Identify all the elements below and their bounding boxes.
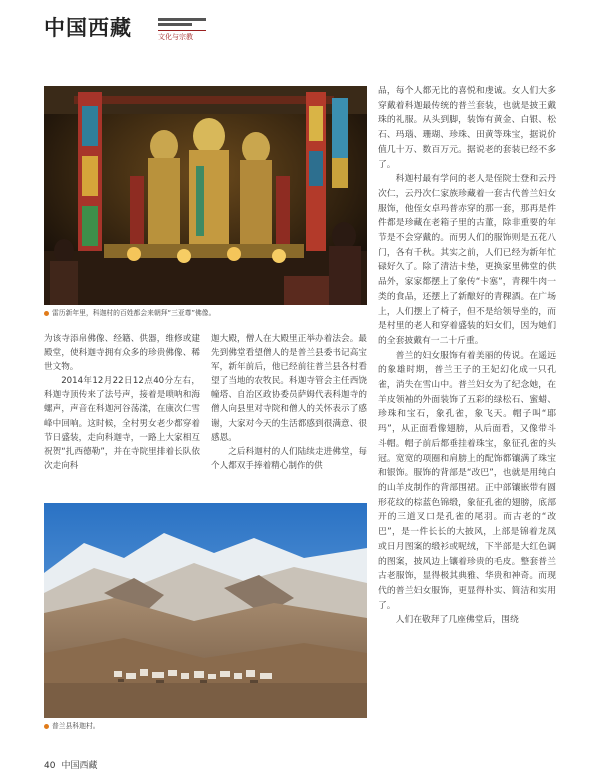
text-column-left — [44, 332, 200, 473]
magazine-title: 中国西藏 — [44, 15, 132, 40]
bottom-photo-caption — [44, 720, 100, 730]
page-number: 40 — [44, 761, 56, 771]
page-footer — [44, 758, 97, 771]
tibetan-script-logo — [158, 16, 206, 31]
bullet-icon — [44, 311, 49, 316]
caption-text: 普兰县科迦村。 — [52, 722, 100, 730]
top-photo-caption — [44, 307, 215, 317]
paragraph: 为该寺添帛佛像、经籍、供器，维修或建殿堂，使科迦寺拥有众多的珍贵佛像、稀世文物。 — [44, 334, 200, 373]
paragraph: 2014年12月22日12点40分左右，科迦寺顶传来了法号声，接着是唢呐和海螺声，声音在科迦河谷荡漾，在康次仁雪峰中回响。这时候，全村男女老少都穿着节日盛装，走向科迦寺，一路上大家相互祝贺“扎西德勒”，并在寺院里排着长队依次走向科 — [44, 376, 200, 471]
section-subtitle: 文化与宗教 — [158, 33, 193, 41]
text-column-middle — [211, 332, 367, 473]
paragraph: 迦大殿，僧人在大殿里正举办着法会。最先到佛堂看望僧人的是普兰县委书记高宝军，新年前后，他已经前往普兰县各村看望了当地的农牧民。科迦寺管会主任西饶幢塔、自治区政协委员萨姆代表科迦寺的僧人向县里对寺院和僧人的关怀表示了感谢，大家对今天的生活都感到很满意、很感恩。 — [211, 334, 367, 443]
temple-interior-photo — [44, 86, 367, 305]
paragraph: 普兰的妇女服饰有着美丽的传说。在遥远的象雄时期，普兰王子的王妃幻化成一只孔雀，消失在雪山中。普兰妇女为了纪念她，在羊皮领袖的外面装饰了五彩的绿松石、蜜蜡、珍珠和宝石，象孔雀，象飞天。帽子叫“耶玛”，从正面看像翅膀，从后面看，又像带斗斗帽。帽子前后都垂挂着珠宝，象征孔雀的头冠。宽宽的项圈和肩膀上的配饰都镶满了珠宝和银饰。服饰的背部是“改巴”，也就是用纯白的山羊皮制作的背部围裙。正中部镶嵌带有圆形花纹的棕蓝色锦缎，象征孔雀的翅膀，底部开的三道叉口是孔雀的尾羽。而古老的“改巴”，是一件长长的大披风，上部是锦着龙凤或日月图案的缎衫或呢绒，下半部是大红色调的图案，披风边上镶着珍贵的毛皮。整套普兰古老服饰，显得极其典雅、华贵和神奇。而现代的普兰妇女服饰，更显得朴实、简洁和实用了。 — [378, 350, 556, 611]
paragraph: 之后科迦村的人们陆续走进佛堂，每个人都双手捧着精心制作的供 — [211, 446, 367, 471]
paragraph: 品，每个人都无比的喜悦和虔诚。女人们大多穿戴着科迦最传统的普兰套装，也就是披王戴珠的礼服。从头到脚，装饰有黄金、白银、松石、玛瑙、珊瑚、珍珠、田黄等珠宝，据说价值几十万、数百万元。据说老的套装已经不多了。 — [378, 86, 556, 170]
bullet-icon — [44, 724, 49, 729]
caption-text: 雷历新年里，科迦村的百姓都会来朝拜“三亚尊”佛像。 — [52, 309, 216, 317]
village-landscape-photo — [44, 503, 367, 718]
paragraph: 科迦村最有学问的老人是侄院士登和云丹次仁，云丹次仁家族珍藏着一套古代普兰妇女服饰，他侄女卓玛普赤穿的那一套，那再是件件都是珍藏在老箱子里的古董，除非重要的年节是不会穿戴的。而男人们的服饰则是五花八门，各有千秋。其实之前，人们已经为新年忙碌好久了。除了清洁卡垫，更换家里佛堂的供品外，家家都摆上了象传“卡塞”，青稞牛肉一类的食品，还摆上了新酿好的青稞酒。在广场上，人们摆上了椅子，但不是给领导坐的，而是村里的老人和穿着盛装的妇女们，因为她们的全套披戴有一二十斤重。 — [378, 174, 556, 346]
paragraph: 人们在敬拜了几座佛堂后，围绕 — [395, 615, 519, 626]
text-column-right — [378, 84, 556, 628]
footer-magazine-name: 中国西藏 — [61, 761, 98, 771]
